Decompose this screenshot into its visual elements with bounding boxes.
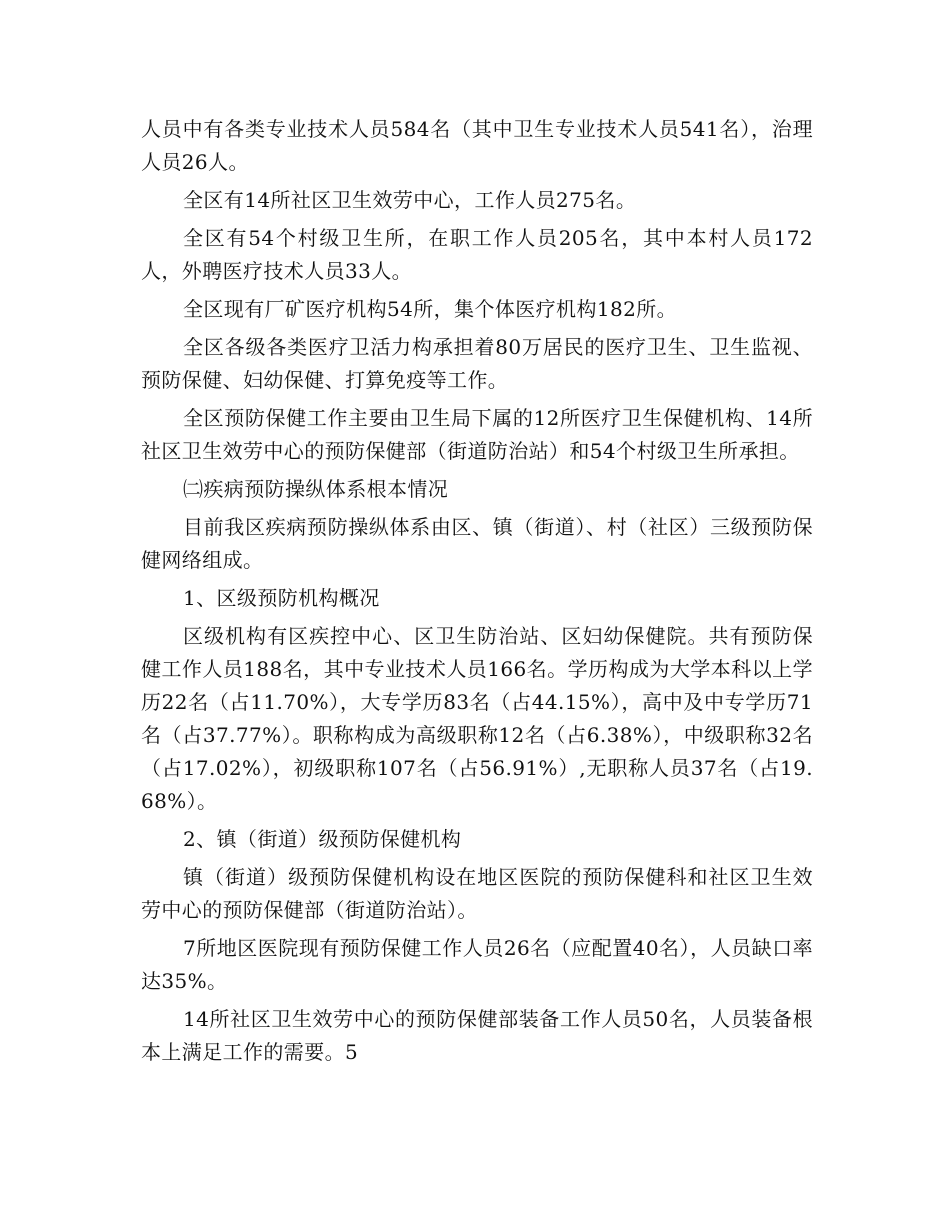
paragraph-district-institutions: 区级机构有区疾控中心、区卫生防治站、区妇幼保健院。共有预防保健工作人员188名，其中专业技术人员166名。学历构成为大学本科以上学历22名（占11.70%），大专学历83名（占44.15%），高中及中专学历71名（占37.77%）。职称构成为高级职称12名（占6.38%），中级职称32名（占17.02%），初级职称107名（占56.91%）,无职称人员37名（占19.68%）。 <box>141 624 813 813</box>
paragraph-staff-summary: 人员中有各类专业技术人员584名（其中卫生专业技术人员541名），治理人员26人。 <box>141 117 813 174</box>
paragraph-regional-hospitals: 7所地区医院现有预防保健工作人员26名（应配置40名），人员缺口率达35%。 <box>141 936 813 993</box>
document-body <box>141 113 813 1074</box>
subheading-district-level: 1、区级预防机构概况 <box>183 586 380 610</box>
paragraph-community-centers: 全区有14所社区卫生效劳中心，工作人员275名。 <box>183 188 637 212</box>
paragraph-responsibilities: 全区各级各类医疗卫活力构承担着80万居民的医疗卫生、卫生监视、预防保健、妇幼保健、打算免疫等工作。 <box>141 335 813 392</box>
paragraph-community-prevention-staff: 14所社区卫生效劳中心的预防保健部装备工作人员50名，人员装备根本上满足工作的需要。5 <box>141 1007 813 1064</box>
paragraph-three-level-network: 目前我区疾病预防操纵体系由区、镇（街道）、村（社区）三级预防保健网络组成。 <box>141 515 813 572</box>
subheading-town-level: 2、镇（街道）级预防保健机构 <box>183 827 462 851</box>
section-heading-disease-control: ㈡疾病预防操纵体系根本情况 <box>183 477 449 501</box>
paragraph-prevention-work: 全区预防保健工作主要由卫生局下属的12所医疗卫生保健机构、14所社区卫生效劳中心的预防保健部（街道防治站）和54个村级卫生所承担。 <box>141 406 813 463</box>
paragraph-village-clinics: 全区有54个村级卫生所，在职工作人员205名，其中本村人员172人，外聘医疗技术人员33人。 <box>141 226 813 283</box>
paragraph-town-institutions: 镇（街道）级预防保健机构设在地区医院的预防保健科和社区卫生效劳中心的预防保健部（街道防治站）。 <box>141 865 813 922</box>
paragraph-factory-clinics: 全区现有厂矿医疗机构54所，集个体医疗机构182所。 <box>183 297 678 321</box>
